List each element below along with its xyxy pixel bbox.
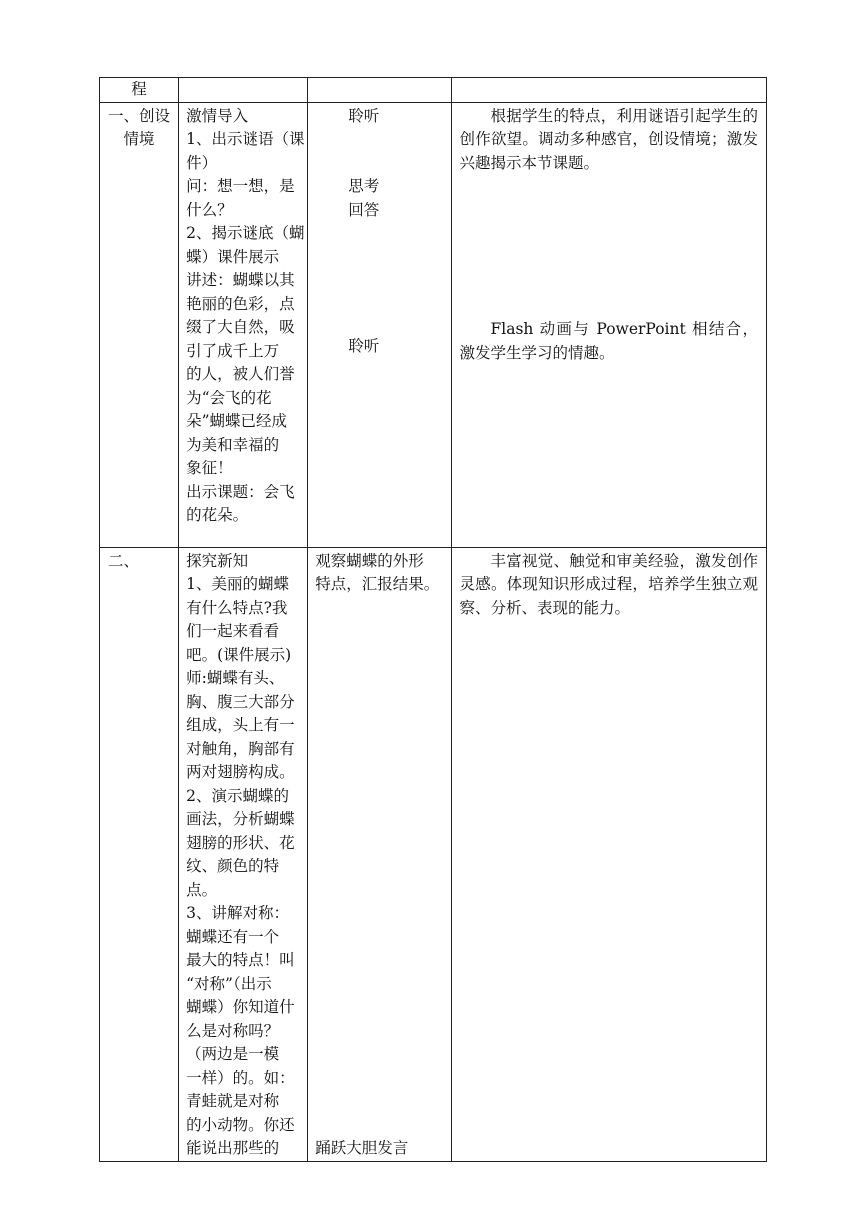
text-line: 的花朵。 (186, 506, 249, 524)
text-line: 纹、颜色的特 (186, 857, 280, 875)
empty-cell (308, 78, 451, 103)
text-line: 有什么特点?我 (186, 598, 288, 617)
stage-cell (100, 547, 179, 1161)
empty-cell (179, 78, 308, 103)
table-row (100, 547, 767, 1161)
student-activity-cell (308, 102, 451, 547)
intent-paragraph: Flash 动画与 PowerPoint 相结合，激发学生学习的情趣。 (459, 320, 758, 362)
text-line: 聆听 (348, 337, 380, 355)
text-line: 什么？ (186, 200, 233, 219)
text-line: 缀了大自然，吸 (186, 318, 295, 336)
teacher-activity-cell (179, 547, 308, 1161)
text-line: 件） (186, 153, 218, 172)
text-line: 们一起来看看 (186, 622, 280, 640)
text-line: 蝴蝶还有一个 (186, 927, 280, 946)
stage-line: 情境 (123, 130, 155, 148)
text-line: 问：想一想，是 (186, 177, 295, 195)
text-line: 点。 (186, 880, 218, 899)
text-line: 3、讲解对称： (186, 904, 289, 922)
text-line: 胸、腹三大部分 (186, 692, 295, 711)
text-line: 组成，头上有一 (186, 716, 295, 734)
text-line: 吧。(课件展示) (186, 645, 292, 664)
text-line: （两边是一模 (186, 1045, 280, 1063)
text-line: 两对翅膀构成。 (186, 763, 295, 781)
text-line: 对触角，胸部有 (186, 739, 295, 758)
stage-cell (100, 102, 179, 547)
intent-paragraph: 根据学生的特点，利用谜语引起学生的创作欲望。调动多种感官，创设情境；激发兴趣揭示本节课题。 (459, 106, 758, 172)
text-line: 能说出那些的 (186, 1139, 280, 1157)
text-line: 为“会飞的花 (186, 388, 272, 407)
table-row (100, 78, 767, 103)
teacher-activity-cell (179, 102, 308, 547)
stage-line: 一、创设 (108, 106, 171, 125)
text-line: 探究新知 (186, 551, 249, 570)
text-line: 蝴蝶）你知道什 (186, 998, 295, 1016)
text-line: 2、演示蝴蝶的 (186, 786, 289, 805)
text-line: 最大的特点！叫 (186, 951, 295, 969)
design-intent-cell (451, 547, 767, 1161)
table-row (100, 102, 767, 547)
text-line: 回答 (348, 200, 380, 219)
text-line: 朵”蝴蝶已经成 (186, 412, 288, 430)
text-line: 么是对称吗？ (186, 1021, 280, 1040)
empty-cell (451, 78, 767, 103)
text-line: 的小动物。你还 (186, 1115, 295, 1134)
text-line: 蝶）课件展示 (186, 247, 280, 266)
text-line: 特点，汇报结果。 (315, 575, 440, 593)
stage-fragment: 程 (131, 80, 147, 98)
text-line: 引了成千上万 (186, 341, 280, 360)
design-intent-cell (451, 102, 767, 547)
text-line: 一样）的。如： (186, 1068, 295, 1087)
text-line: 出示课题：会飞 (186, 482, 295, 501)
stage-line: 二、 (108, 551, 140, 570)
text-line: 艳丽的色彩，点 (186, 294, 295, 313)
text-line: 思考 (348, 177, 380, 195)
lesson-plan-table (99, 77, 767, 1162)
text-line: 激情导入 (186, 106, 249, 125)
text-line: 的人，被人们誉 (186, 365, 295, 383)
student-activity-cell (308, 547, 451, 1161)
text-line: 象征！ (186, 459, 233, 477)
text-line: 1、美丽的蝴蝶 (186, 575, 289, 593)
text-line: 观察蝴蝶的外形 (315, 551, 424, 570)
intent-paragraph: 丰富视觉、触觉和审美经验，激发创作灵感。体现知识形成过程，培养学生独立观察、分析、表现的能力。 (459, 551, 758, 617)
text-line: 1、出示谜语（课 (186, 130, 305, 148)
text-line: 为美和幸福的 (186, 435, 280, 454)
text-line: “对称”（出示 (186, 974, 272, 993)
text-line: 师:蝴蝶有头、 (186, 669, 285, 687)
stage-cell (100, 78, 179, 103)
text-line: 画法，分析蝴蝶 (186, 810, 295, 828)
text-line: 2、揭示谜底（蝴 (186, 224, 305, 242)
text-line: 讲述：蝴蝶以其 (186, 271, 295, 289)
text-line: 翅膀的形状、花 (186, 833, 295, 852)
text-line: 青蛙就是对称 (186, 1092, 280, 1110)
text-line: 踊跃大胆发言 (315, 1139, 409, 1157)
text-line: 聆听 (348, 106, 380, 125)
